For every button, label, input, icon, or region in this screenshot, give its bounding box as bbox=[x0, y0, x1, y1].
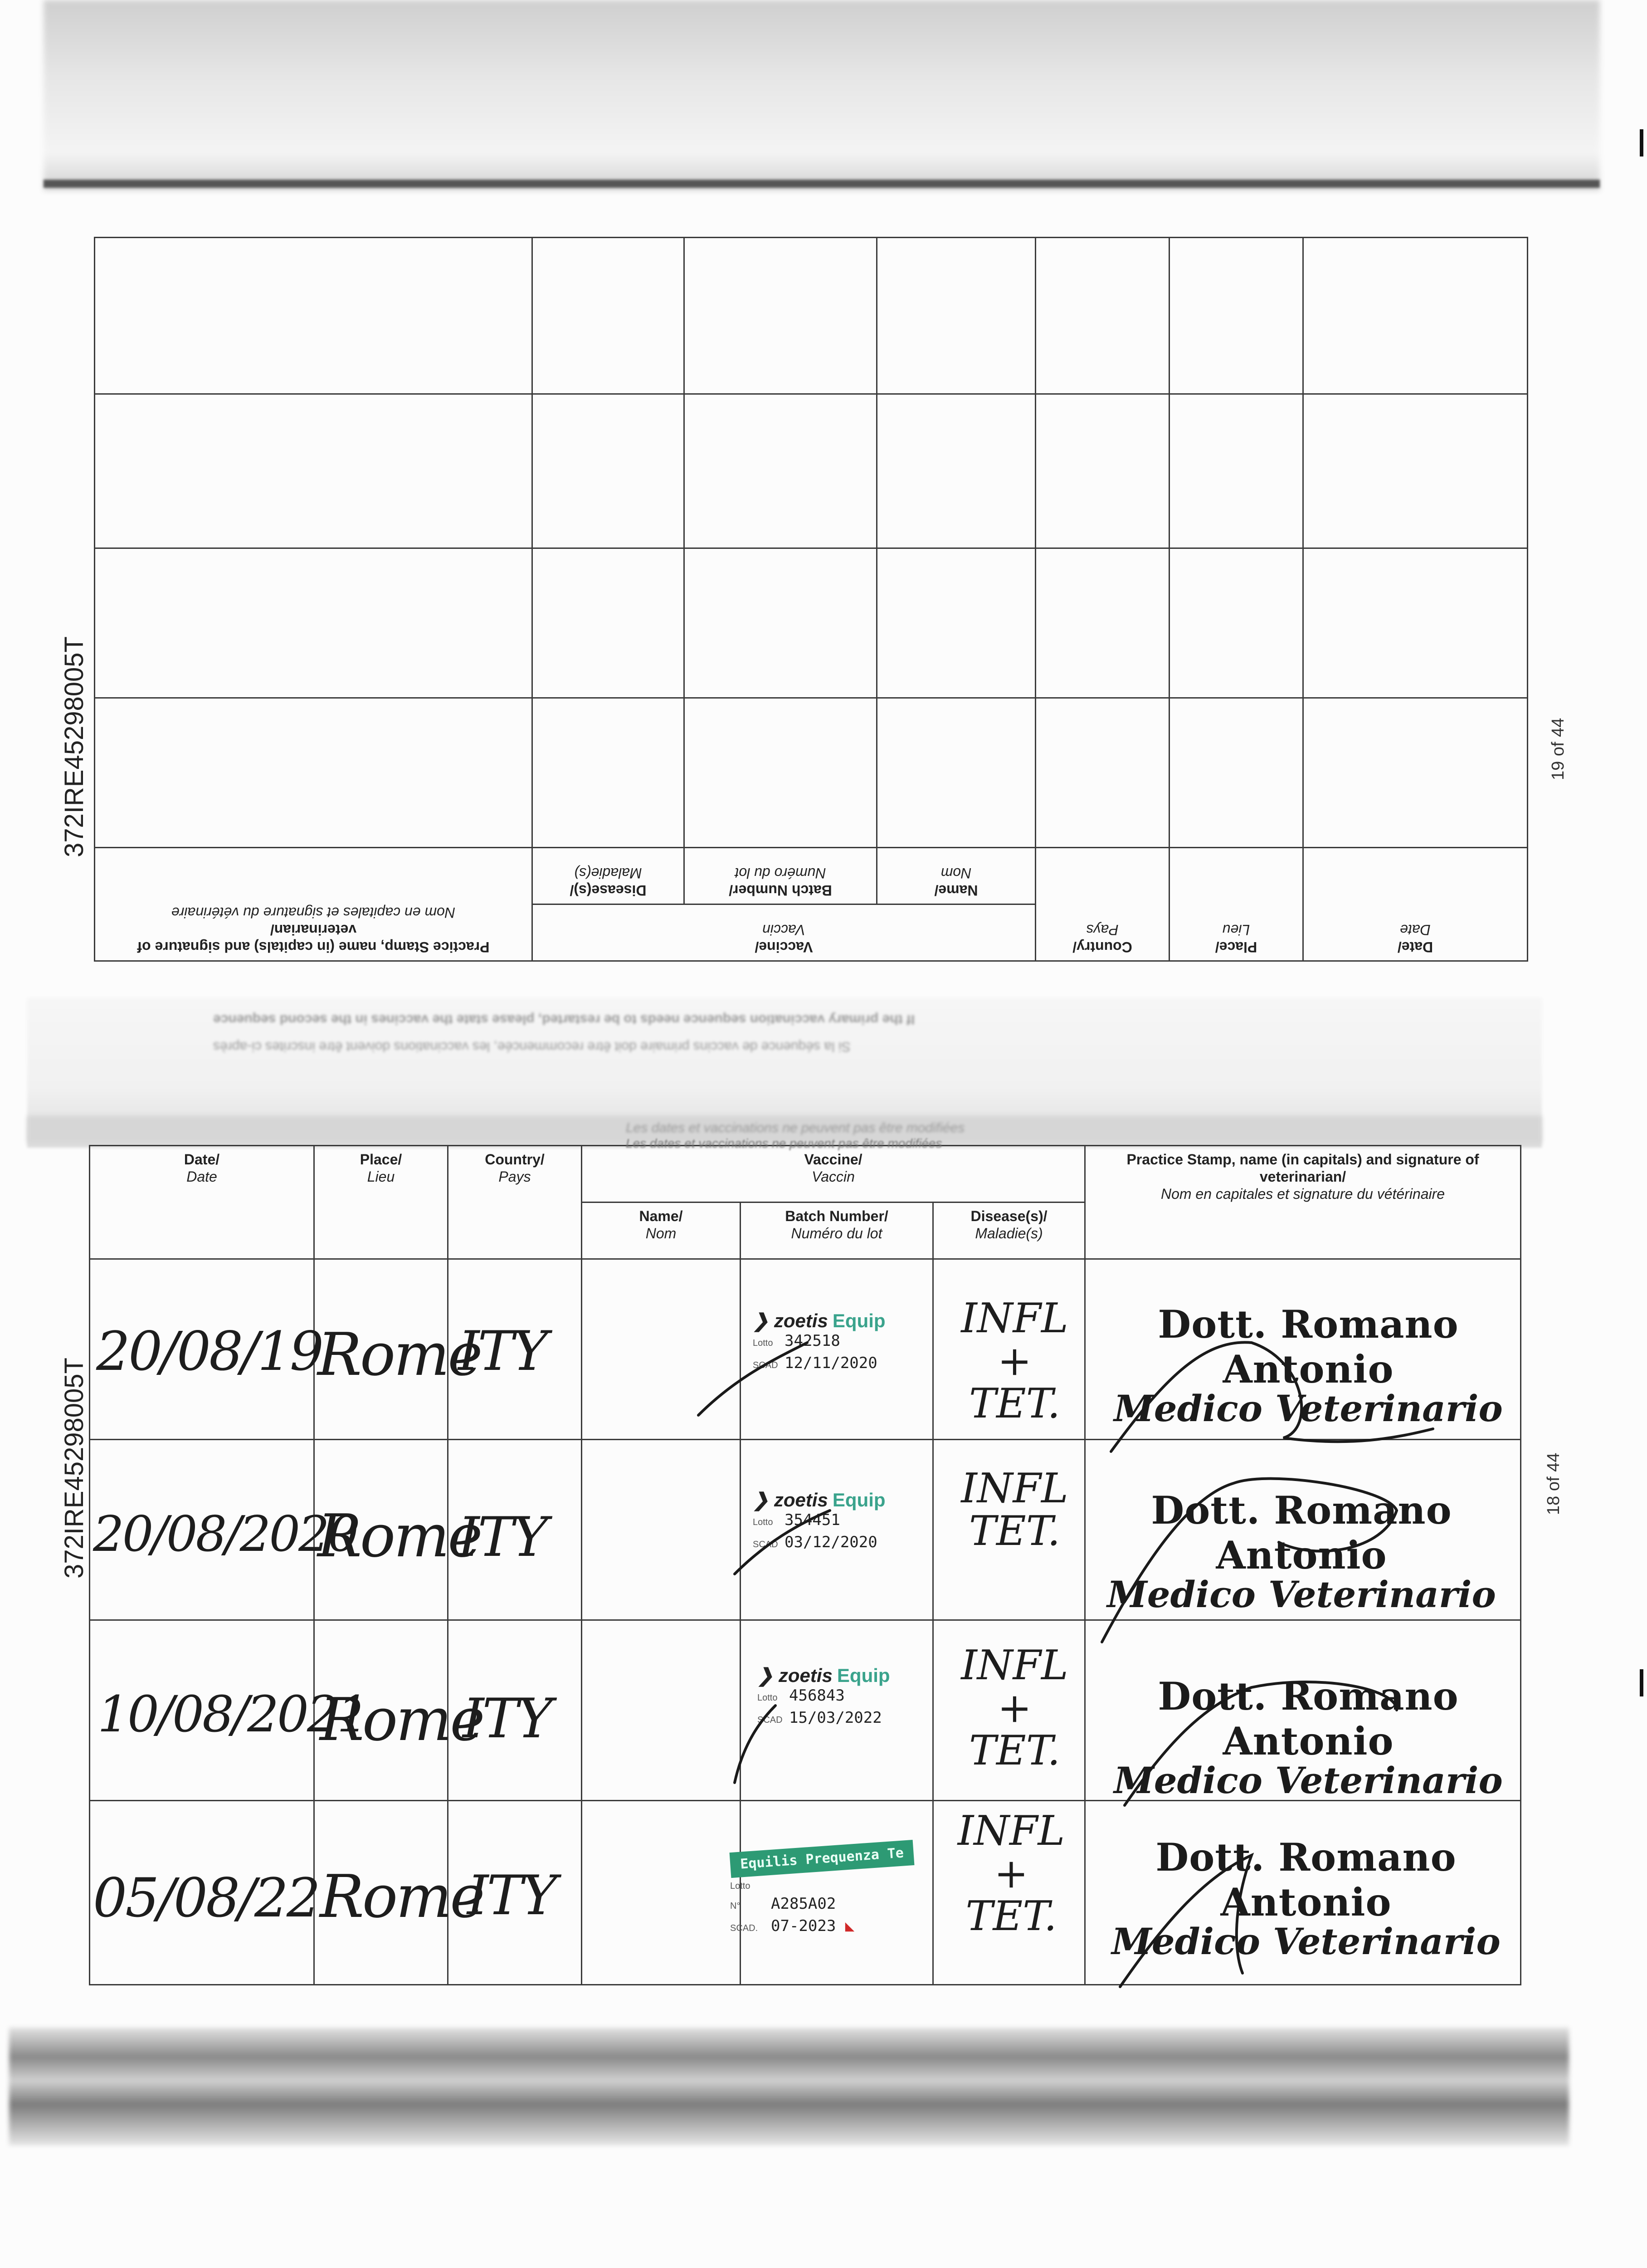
signature-stroke bbox=[735, 1706, 775, 1783]
vaccine-sticker: ❯ zoetis Equip Lotto 354451 SCAD 03/12/2020 bbox=[753, 1489, 886, 1551]
upper-side-id: 372IRE45298005T bbox=[59, 636, 89, 857]
date-cell: 20/08/2020 bbox=[93, 1506, 357, 1563]
vet-stamp: Dott. Romano Antonio Medico Veterinario bbox=[1107, 1488, 1496, 1616]
date-cell: 05/08/22 bbox=[93, 1867, 319, 1929]
vaccine-sticker: ❯ zoetis Equip Lotto 456843 SCAD 15/03/2022 bbox=[757, 1665, 890, 1727]
vaccine-sticker: ❯ zoetis Equip Lotto 342518 SCAD 12/11/2020 bbox=[753, 1310, 886, 1372]
upper-note-1: If the primary vaccination sequence needs to be restarted, please state the vaccines in the second sequence bbox=[213, 1012, 915, 1027]
signature-stroke bbox=[1102, 1479, 1397, 1642]
header-vaccine: Vaccine/ Vaccin bbox=[532, 904, 1035, 961]
date-cell: 20/08/19 bbox=[96, 1320, 322, 1383]
header-place: Place/ Lieu bbox=[1169, 848, 1303, 961]
upper-note-3: Les dates et vaccinations ne peuvent pas être modifiées bbox=[626, 1120, 965, 1135]
lower-side-id: 372IRE45298005T bbox=[59, 1358, 89, 1579]
header-date: Date/ Date bbox=[1303, 848, 1528, 961]
header-batch: Batch Number/ Numéro du lot bbox=[684, 848, 877, 904]
place-cell: Rome bbox=[320, 1862, 483, 1931]
header-disease: Disease(s)/ Maladie(s) bbox=[532, 848, 684, 904]
disease-cell: INFL + TET. bbox=[961, 1642, 1068, 1774]
country-cell: ITY bbox=[458, 1506, 546, 1569]
lower-page-number: 18 of 44 bbox=[1544, 1452, 1563, 1515]
header-vaccine: Vaccine/ Vaccin bbox=[582, 1146, 1085, 1202]
header-vet: Practice Stamp, name (in capitals) and signature of veterinarian/ Nom en capitales et signature du vétérinaire bbox=[94, 848, 532, 961]
disease-cell: INFL + TET. bbox=[961, 1295, 1068, 1427]
header-vet: Practice Stamp, name (in capitals) and signature of veterinarian/ Nom en capitales et signature du vétérinaire bbox=[1085, 1146, 1521, 1259]
header-place: Place/ Lieu bbox=[314, 1146, 448, 1259]
vet-stamp: Dott. Romano Antonio Medico Veterinario bbox=[1114, 1302, 1503, 1430]
header-name: Name/ Nom bbox=[582, 1202, 741, 1259]
header-disease: Disease(s)/ Maladie(s) bbox=[933, 1202, 1085, 1259]
country-cell: ITY bbox=[467, 1864, 555, 1927]
disease-cell: INFL + TET. bbox=[957, 1807, 1065, 1940]
place-cell: Rome bbox=[320, 1685, 483, 1754]
disease-cell: INFL TET. bbox=[961, 1465, 1068, 1555]
caption-line: Les dates et vaccinations ne peuvent pas être modifiées bbox=[626, 1136, 942, 1150]
signature-stroke bbox=[735, 1510, 830, 1574]
signature-stroke bbox=[1120, 1855, 1252, 1987]
header-date: Date/ Date bbox=[90, 1146, 314, 1259]
zoetis-logo-icon: ❯ bbox=[753, 1489, 769, 1510]
header-name: Name/ Nom bbox=[877, 848, 1036, 904]
header-batch: Batch Number/ Numéro du lot bbox=[741, 1202, 933, 1259]
zoetis-logo-icon: ❯ bbox=[753, 1310, 769, 1331]
header-country: Country/ Pays bbox=[448, 1146, 582, 1259]
header-country: Country/ Pays bbox=[1036, 848, 1169, 961]
vet-stamp: Dott. Romano Antonio Medico Veterinario bbox=[1114, 1674, 1503, 1802]
country-cell: ITY bbox=[458, 1320, 546, 1383]
vaccine-sticker: Equilis Prequenza Te Lotto N° A285A02 SCAD. 07-2023 ◣ bbox=[730, 1846, 914, 1938]
country-cell: ITY bbox=[463, 1687, 551, 1750]
red-arrow-icon: ◣ bbox=[845, 1917, 855, 1935]
signature-stroke bbox=[1125, 1682, 1397, 1805]
place-cell: Rome bbox=[317, 1501, 481, 1570]
vet-stamp: Dott. Romano Antonio Medico Veterinario bbox=[1111, 1835, 1501, 1963]
signature-stroke bbox=[1111, 1342, 1433, 1452]
signature-stroke bbox=[698, 1343, 807, 1415]
place-cell: Rome bbox=[317, 1320, 481, 1389]
upper-page-number: 19 of 44 bbox=[1549, 718, 1568, 780]
date-cell: 10/08/2021 bbox=[97, 1685, 367, 1743]
upper-note-2: Si la séquence de vaccins primaire doit être recommencée, les vaccinations doivent être inscrites ci-après bbox=[213, 1039, 851, 1054]
zoetis-logo-icon: ❯ bbox=[757, 1665, 774, 1686]
